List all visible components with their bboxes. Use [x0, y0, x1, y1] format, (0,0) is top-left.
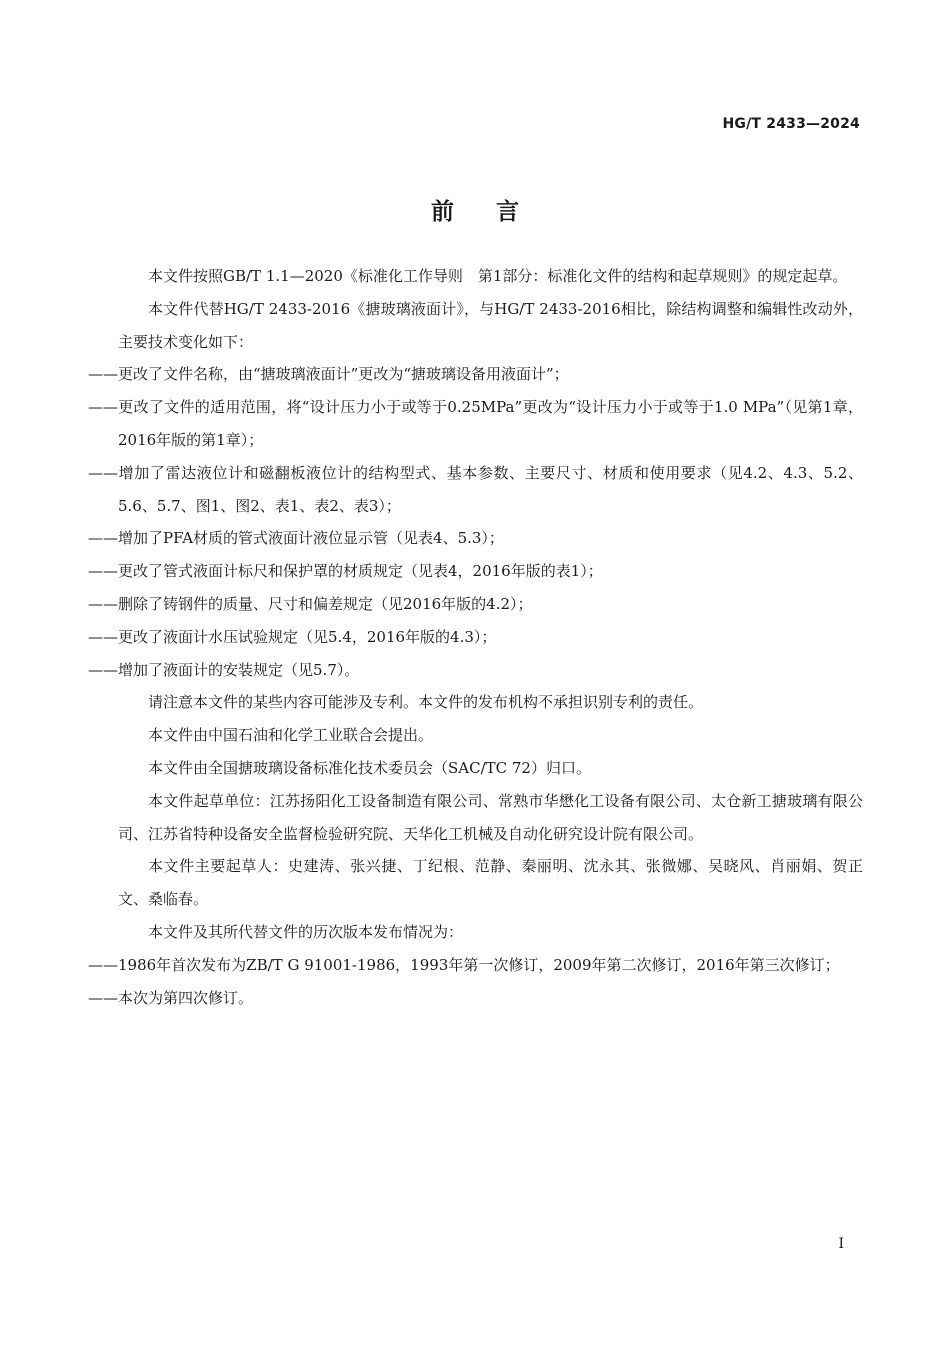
paragraph: 本文件按照GB/T 1.1—2020《标准化工作导则 第1部分：标准化文件的结构和起草规则》的规定起草。: [148, 267, 848, 285]
paragraph: 本文件代替HG/T 2433-2016《搪玻璃液面计》，与HG/T 2433-2016相比，除结构调整和编辑性改动外，主要技术变化如下：: [118, 299, 863, 351]
change-item: ——更改了文件的适用范围，将“设计压力小于或等于0.25MPa”更改为“设计压力小于或等于1.0 MPa”（见第1章，2016年版的第1章）；: [88, 398, 863, 449]
page-title: 前言: [431, 199, 561, 225]
page-number: I: [838, 1236, 844, 1252]
change-item: ——更改了管式液面计标尺和保护罩的材质规定（见表4，2016年版的表1）；: [88, 562, 603, 581]
change-item: ——更改了液面计水压试验规定（见5.4，2016年版的4.3）；: [88, 627, 497, 646]
note-paragraph: 本文件由中国石油和化学工业联合会提出。: [148, 726, 434, 745]
change-item: ——增加了雷达液位计和磁翻板液位计的结构型式、基本参数、主要尺寸、材质和使用要求（见4.2、4.3、5.2、5.6、5.7、图1、图2、表1、表2、表3）；: [88, 463, 863, 515]
history-item: ——本次为第四次修订。: [88, 988, 254, 1007]
standard-code: HG/T 2433—2024: [722, 116, 860, 132]
note-paragraph: 本文件由全国搪玻璃设备标准化技术委员会（SAC/TC 72）归口。: [148, 758, 591, 777]
foreword-body: [88, 260, 863, 1014]
history-item: ——1986年首次发布为ZB/T G 91001-1986，1993年第一次修订，2009年第二次修订，2016年第三次修订；: [88, 955, 840, 974]
change-item: ——增加了液面计的安装规定（见5.7）。: [88, 660, 360, 679]
change-item: ——增加了PFA材质的管式液面计液位显示管（见表4、5.3）；: [88, 529, 504, 548]
change-item: ——更改了文件名称，由“搪玻璃液面计”更改为“搪玻璃设备用液面计”；: [88, 365, 569, 384]
change-item: ——删除了铸钢件的质量、尺寸和偏差规定（见2016年版的4.2）；: [88, 594, 533, 613]
note-paragraph: 本文件起草单位：江苏扬阳化工设备制造有限公司、常熟市华懋化工设备有限公司、太仓新工搪玻璃有限公司、江苏省特种设备安全监督检验研究院、天华化工机械及自动化研究设计院有限公司。: [118, 791, 863, 843]
note-paragraph: 本文件主要起草人：史建涛、张兴捷、丁纪根、范静、秦丽明、沈永其、张微娜、吴晓风、肖丽娟、贺正文、桑临春。: [118, 857, 863, 909]
note-paragraph: 请注意本文件的某些内容可能涉及专利。本文件的发布机构不承担识别专利的责任。: [148, 693, 704, 712]
note-paragraph: 本文件及其所代替文件的历次版本发布情况为：: [148, 922, 464, 941]
